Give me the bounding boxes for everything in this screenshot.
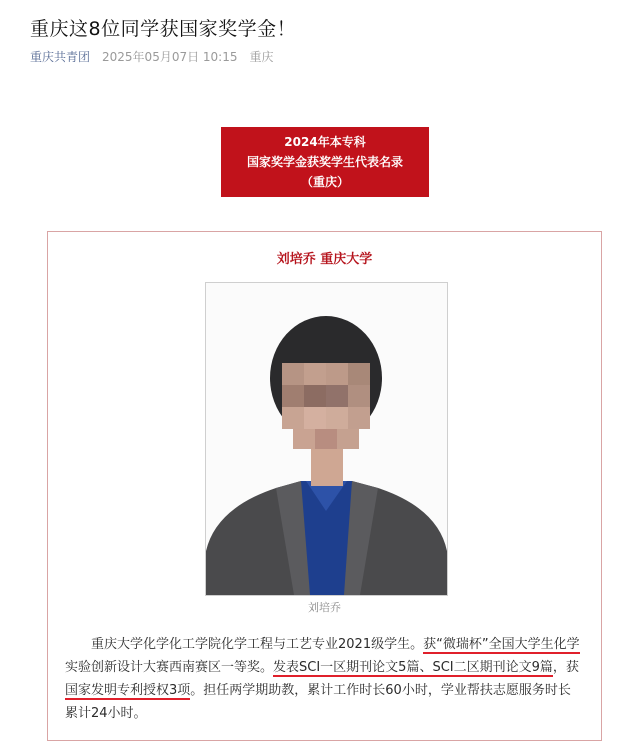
bio-text-2c: ，获	[552, 660, 579, 675]
bio-line-3	[65, 679, 605, 702]
bio-highlight-patents: 国家发明专利授权3项	[65, 683, 191, 698]
bio-text-3b: 。担任两学期助教，累计工作时长60小时，学业帮扶志愿服务时长	[190, 683, 571, 698]
student-profile-card	[47, 231, 602, 741]
account-name-link[interactable]: 重庆共青团	[30, 50, 91, 64]
award-banner	[221, 127, 429, 197]
bio-highlight-competition: 获“微瑞杯”全国大学生化学	[423, 637, 580, 652]
banner-line-2: 国家奖学金获奖学生代表名录	[246, 155, 403, 169]
student-bio-paragraph	[65, 633, 605, 725]
student-name-heading: 刘培乔 重庆大学	[276, 252, 373, 267]
bio-line-1	[65, 633, 605, 656]
article-meta	[30, 48, 274, 65]
bio-line-4: 累计24小时。	[65, 706, 147, 721]
bio-highlight-papers: 发表SCI一区期刊论文5篇、SCI二区期刊论文9篇	[273, 660, 553, 675]
publish-location: 重庆	[249, 50, 274, 64]
pixelated-face	[282, 363, 370, 449]
banner-line-3: （重庆）	[300, 175, 349, 189]
article-title: 重庆这8位同学获国家奖学金！	[30, 18, 297, 40]
banner-line-1: 2024年本专科	[284, 135, 366, 149]
publish-datetime: 2025年05月07日 10:15	[102, 50, 238, 64]
photo-caption: 刘培乔	[308, 601, 341, 614]
bio-text-2a: 实验创新设计大赛西南赛区一等奖。	[65, 660, 274, 675]
student-photo	[205, 282, 448, 596]
bio-text-1a: 重庆大学化学化工学院化学工程与工艺专业2021级学生。	[91, 637, 424, 652]
bio-line-2	[65, 656, 605, 679]
portrait-illustration	[206, 283, 447, 595]
